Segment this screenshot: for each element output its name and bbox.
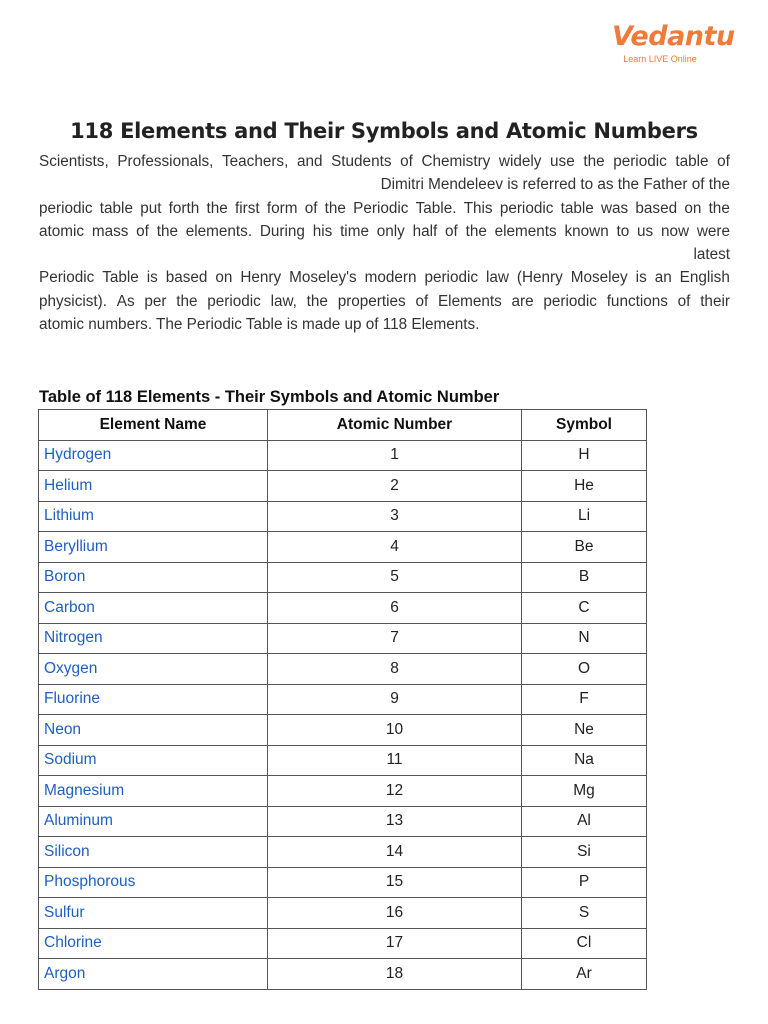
paragraph-word: the [306, 292, 328, 310]
paragraph-word: an [654, 269, 672, 287]
paragraph-line [39, 150, 730, 173]
intro-paragraph [39, 150, 730, 336]
paragraph-word: During [259, 222, 305, 240]
elements-table [38, 409, 647, 990]
paragraph-word: law [485, 269, 509, 287]
atomic-number-cell: 5 [268, 562, 522, 593]
symbol-cell: C [522, 593, 647, 624]
element-name-link[interactable]: Fluorine [39, 684, 268, 715]
paragraph-word: of [445, 222, 458, 240]
table-row [39, 654, 647, 685]
table-row [39, 440, 647, 471]
atomic-number-cell: 18 [268, 959, 522, 990]
paragraph-word: periodic [613, 153, 667, 170]
symbol-cell: Cl [522, 928, 647, 959]
element-name-link[interactable]: Magnesium [39, 776, 268, 807]
paragraph-word: table [99, 199, 133, 217]
paragraph-word: the [583, 153, 605, 170]
element-name-link[interactable]: Helium [39, 471, 268, 502]
paragraph-word: form [266, 199, 298, 217]
header-element-name: Element Name [39, 410, 268, 441]
paragraph-word: law, [270, 292, 297, 310]
atomic-number-cell: 12 [268, 776, 522, 807]
element-name-link[interactable]: Sulfur [39, 898, 268, 929]
atomic-number-cell: 11 [268, 745, 522, 776]
paragraph-word: half [412, 222, 438, 240]
vedantu-logo[interactable] [612, 21, 735, 65]
symbol-cell: He [522, 471, 647, 502]
paragraph-word: the [708, 199, 730, 217]
table-row [39, 501, 647, 532]
table-row [39, 471, 647, 502]
atomic-number-cell: 3 [268, 501, 522, 532]
atomic-number-cell: 14 [268, 837, 522, 868]
atomic-number-cell: 15 [268, 867, 522, 898]
table-row [39, 562, 647, 593]
atomic-number-cell: 2 [268, 471, 522, 502]
paragraph-word: Moseley's [289, 269, 357, 287]
paragraph-word: time [340, 222, 369, 240]
paragraph-word: Moseley [570, 269, 628, 287]
paragraph-word: (Henry [516, 269, 563, 287]
symbol-cell: Na [522, 745, 647, 776]
paragraph-word: his [312, 222, 333, 240]
table-row [39, 776, 647, 807]
paragraph-word: English [679, 269, 730, 287]
paragraph-word: of [304, 199, 318, 217]
paragraph-word: the [324, 199, 346, 217]
paragraph-word: based [635, 199, 678, 217]
paragraph-word: known [564, 222, 609, 240]
header-atomic-number: Atomic Number [268, 410, 522, 441]
symbol-cell: P [522, 867, 647, 898]
symbol-cell: Ne [522, 715, 647, 746]
table-row [39, 898, 647, 929]
symbol-cell: B [522, 562, 647, 593]
symbol-cell: N [522, 623, 647, 654]
symbol-cell: Si [522, 837, 647, 868]
page-title: 118 Elements and Their Symbols and Atomic Numbers [70, 119, 698, 143]
table-row [39, 623, 647, 654]
paragraph-word: the [206, 199, 228, 217]
table-row [39, 715, 647, 746]
table-row [39, 532, 647, 563]
paragraph-line [39, 290, 730, 313]
element-name-link[interactable]: Boron [39, 562, 268, 593]
element-name-link[interactable]: Silicon [39, 837, 268, 868]
paragraph-word: put [140, 199, 162, 217]
table-row [39, 867, 647, 898]
paragraph-word: Periodic [39, 269, 95, 287]
atomic-number-cell: 7 [268, 623, 522, 654]
paragraph-word: physicist). [39, 292, 107, 310]
paragraph-word: mass [91, 222, 129, 240]
header-symbol: Symbol [522, 410, 647, 441]
paragraph-word: Teachers, [222, 153, 289, 170]
paragraph-word: Scientists, [39, 153, 109, 170]
paragraph-word: their [700, 292, 730, 310]
table-row [39, 745, 647, 776]
table-row [39, 593, 647, 624]
atomic-number-cell: 17 [268, 928, 522, 959]
paragraph-word: was [601, 199, 629, 217]
paragraph-word: of [415, 292, 429, 310]
symbol-cell: Li [522, 501, 647, 532]
table-row [39, 684, 647, 715]
element-name-link[interactable]: Neon [39, 715, 268, 746]
paragraph-word: of [400, 153, 413, 170]
paragraph-word: periodic [39, 199, 93, 217]
paragraph-word: are [511, 292, 534, 310]
table-row [39, 959, 647, 990]
paragraph-word: properties [337, 292, 406, 310]
symbol-cell: Mg [522, 776, 647, 807]
paragraph-word: only [376, 222, 405, 240]
paragraph-word: on [684, 199, 702, 217]
paragraph-word: of [717, 153, 730, 170]
paragraph-word: widely [498, 153, 542, 170]
symbol-cell: Ar [522, 959, 647, 990]
element-name-link[interactable]: Phosphorous [39, 867, 268, 898]
paragraph-word: first [234, 199, 260, 217]
symbol-cell: H [522, 440, 647, 471]
paragraph-word: table [675, 153, 709, 170]
paragraph-word: the [465, 222, 487, 240]
paragraph-word: Students [331, 153, 392, 170]
paragraph-word: periodic [424, 269, 479, 287]
paragraph-word: Professionals, [117, 153, 214, 170]
atomic-number-cell: 13 [268, 806, 522, 837]
paragraph-word: of [677, 292, 691, 310]
paragraph-word: elements. [185, 222, 253, 240]
paragraph-word: periodic [207, 292, 261, 310]
paragraph-word: based [165, 269, 208, 287]
paragraph-line: atomic numbers. The Periodic Table is made up of 118 Elements. [39, 316, 480, 334]
atomic-number-cell: 4 [268, 532, 522, 563]
symbol-cell: S [522, 898, 647, 929]
paragraph-line: latest [693, 246, 730, 264]
paragraph-word: functions [606, 292, 668, 310]
paragraph-word: This [463, 199, 493, 217]
paragraph-word: modern [364, 269, 417, 287]
paragraph-word: Henry [240, 269, 282, 287]
paragraph-word: Elements [437, 292, 502, 310]
table-caption: Table of 118 Elements - Their Symbols and Atomic Number [39, 388, 500, 406]
paragraph-word: As [116, 292, 135, 310]
table-header-row [39, 410, 647, 441]
table-row [39, 928, 647, 959]
element-name-link[interactable]: Aluminum [39, 806, 268, 837]
paragraph-word: elements [494, 222, 557, 240]
atomic-number-cell: 9 [268, 684, 522, 715]
paragraph-word: table [560, 199, 594, 217]
paragraph-word: of [136, 222, 149, 240]
paragraph-word: per [144, 292, 167, 310]
element-name-link[interactable]: Chlorine [39, 928, 268, 959]
element-name-link[interactable]: Hydrogen [39, 440, 268, 471]
element-name-link[interactable]: Beryllium [39, 532, 268, 563]
atomic-number-cell: 1 [268, 440, 522, 471]
symbol-cell: O [522, 654, 647, 685]
element-name-link[interactable]: Nitrogen [39, 623, 268, 654]
paragraph-word: to [616, 222, 630, 240]
paragraph-word: use [550, 153, 575, 170]
paragraph-word: and [296, 153, 323, 170]
element-name-link[interactable]: Sodium [39, 745, 268, 776]
paragraph-line: Dimitri Mendeleev is referred to as the Father of the [380, 176, 730, 194]
paragraph-word: atomic [39, 222, 85, 240]
element-name-link[interactable]: Lithium [39, 501, 268, 532]
symbol-cell: Al [522, 806, 647, 837]
paragraph-line [39, 266, 730, 289]
paragraph-word: the [176, 292, 198, 310]
paragraph-word: Periodic [353, 199, 409, 217]
paragraph-word: Table. [415, 199, 457, 217]
paragraph-word: on [215, 269, 233, 287]
element-name-link[interactable]: Oxygen [39, 654, 268, 685]
paragraph-word: us [637, 222, 654, 240]
element-name-link[interactable]: Argon [39, 959, 268, 990]
paragraph-word: periodic [499, 199, 554, 217]
table-row [39, 837, 647, 868]
paragraph-word: forth [168, 199, 200, 217]
symbol-cell: Be [522, 532, 647, 563]
paragraph-line [39, 220, 730, 243]
table-row [39, 806, 647, 837]
atomic-number-cell: 10 [268, 715, 522, 746]
paragraph-word: Table [102, 269, 139, 287]
atomic-number-cell: 16 [268, 898, 522, 929]
element-name-link[interactable]: Carbon [39, 593, 268, 624]
atomic-number-cell: 8 [268, 654, 522, 685]
logo-wordmark: Vedantu [612, 21, 735, 52]
paragraph-word: now [660, 222, 690, 240]
paragraph-line [39, 197, 730, 220]
logo-tagline: Learn LIVE Online [623, 54, 697, 64]
paragraph-word: were [696, 222, 730, 240]
symbol-cell: F [522, 684, 647, 715]
atomic-number-cell: 6 [268, 593, 522, 624]
paragraph-word: is [146, 269, 158, 287]
paragraph-word: Chemistry [421, 153, 491, 170]
paragraph-word: the [156, 222, 178, 240]
paragraph-word: is [635, 269, 647, 287]
paragraph-word: periodic [543, 292, 597, 310]
